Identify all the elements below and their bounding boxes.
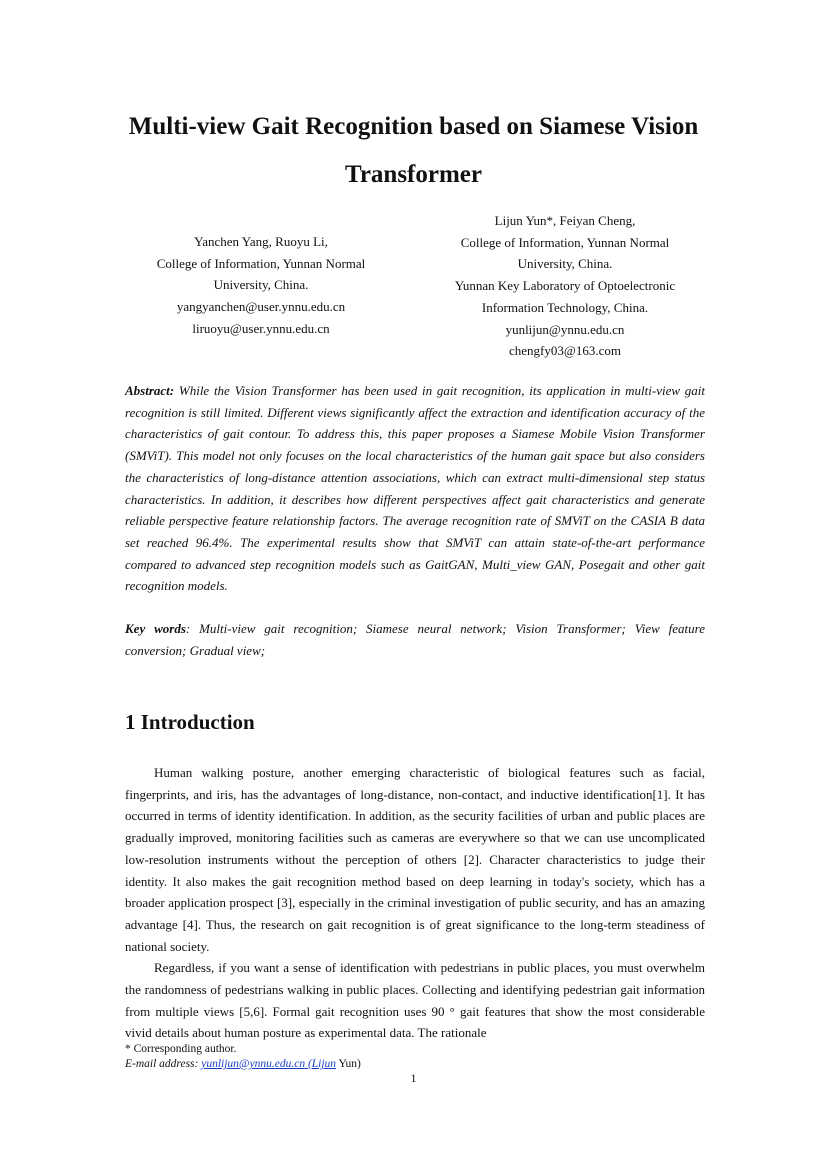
author-block-left	[125, 231, 397, 340]
body-paragraph: Human walking posture, another emerging characteristic of biological features such as facial, fingerprints, and iris, has the advantages of long-distance, non-contact, and inductive identification[1]. It has occurred in terms of identity identification. In addition, as the security facilities of urban and public places are gradually improved, monitoring facilities such as cameras are everywhere so that we can use uncomplicated low-resolution instruments without the perception of others [2]. Character characteristics to judge their identity. It also makes the gait recognition method based on deep learning in today's society, which has a broader application prospect [3], especially in the criminal investigation of public security, and has an amazing advantage [4]. Thus, the research on gait recognition is of great significance to the long-term steadiness of national society.	[125, 765, 705, 954]
author-names: Yanchen Yang, Ruoyu Li,	[194, 234, 328, 249]
author-affiliation: University, China.	[517, 256, 613, 272]
author-block-right	[432, 210, 698, 362]
section-body	[125, 762, 705, 1044]
abstract-label: Abstract:	[125, 383, 175, 398]
author-affiliation: Yunnan Key Laboratory of Optoelectronic	[454, 278, 676, 294]
author-email: yangyanchen@user.ynnu.edu.cn	[176, 299, 346, 315]
page-number: 1	[410, 1071, 417, 1085]
title-line-2: Transformer	[345, 161, 482, 188]
email-tail: Yun)	[336, 1058, 361, 1070]
body-paragraph: Regardless, if you want a sense of identification with pedestrians in public places, you must overwhelm the randomness of pedestrians walking in public places. Collecting and identifying pedestrian gait information from multiple views [5,6]. Formal gait recognition uses 90 ° gait features that show the most considerable vivid details about human posture as experimental data. The rationale	[125, 960, 705, 1041]
corresponding-author-note: * Corresponding author.	[125, 1043, 237, 1055]
abstract	[125, 380, 705, 597]
author-email: chengfy03@163.com	[509, 343, 621, 359]
author-email: liruoyu@user.ynnu.edu.cn	[192, 320, 330, 336]
footnote	[125, 1042, 361, 1072]
author-names: Lijun Yun*, Feiyan Cheng,	[494, 213, 636, 228]
paper-title	[100, 103, 727, 199]
keywords-label: Key words	[125, 621, 186, 636]
author-affiliation: College of Information, Yunnan Normal	[156, 255, 366, 271]
abstract-text: While the Vision Transformer has been used in gait recognition, its application in multi-view gait recognition is still limited. Different views significantly affect the extraction and identification accuracy of the characteristics of gait contour. To address this, this paper proposes a Siamese Mobile Vision Transformer (SMViT). This model not only focuses on the local characteristics of the human gait space but also considers the characteristics of long-distance attention associations, which can extract multi-dimensional step status characteristics. In addition, it describes how different perspectives affect gait characteristics and generate reliable perspective feature relationship factors. The average recognition rate of SMViT on the CASIA B data set reached 96.4%. The experimental results show that SMViT can attain state-of-the-art performance compared to advanced step recognition models such as GaitGAN, Multi_view GAN, Posegait and other gait recognition models.	[125, 383, 705, 594]
author-affiliation: University, China.	[213, 277, 309, 293]
author-email: yunlijun@ynnu.edu.cn	[505, 321, 625, 337]
section-heading: 1 Introduction	[125, 710, 255, 734]
keywords	[125, 618, 705, 661]
keywords-text: : Multi-view gait recognition; Siamese neural network; Vision Transformer; View feature conversion; Gradual view;	[125, 621, 705, 658]
email-link[interactable]: yunlijun@ynnu.edu.cn (Lijun	[201, 1058, 337, 1070]
author-affiliation: Information Technology, China.	[481, 299, 649, 315]
title-line-1: Multi-view Gait Recognition based on Siamese Vision	[128, 113, 699, 140]
author-affiliation: College of Information, Yunnan Normal	[460, 234, 670, 250]
email-note	[125, 1057, 361, 1072]
email-label: E-mail address:	[125, 1058, 199, 1070]
